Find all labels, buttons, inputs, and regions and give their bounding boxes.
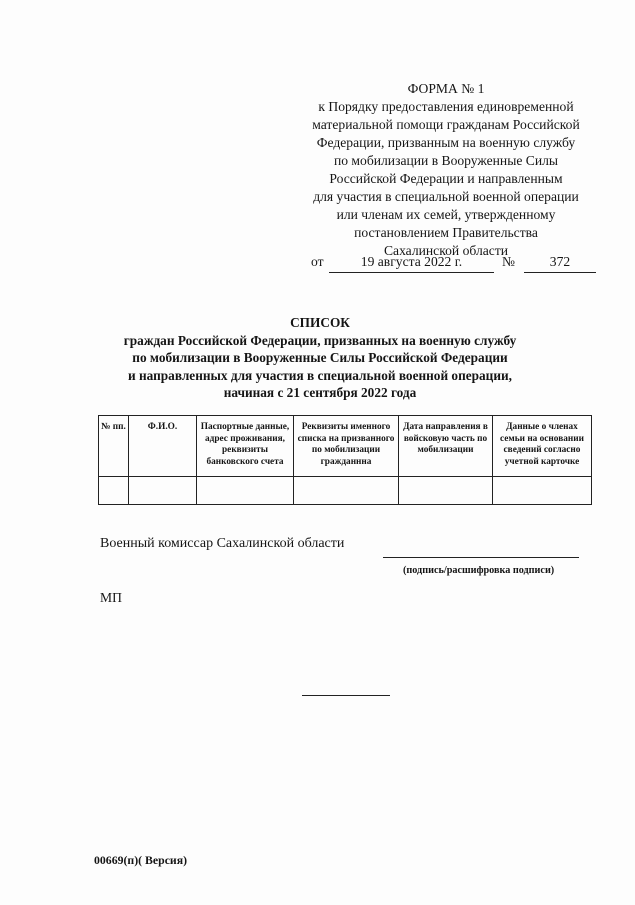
document-title: [60, 314, 580, 402]
title-line: по мобилизации в Вооруженные Силы Российской Федерации: [132, 350, 508, 365]
table-cell: [493, 477, 592, 505]
signature-caption: (подпись/расшифровка подписи): [403, 565, 555, 576]
column-header-dispatch-date: Дата направления в войсковую часть по мобилизации: [399, 416, 493, 477]
title-line: граждан Российской Федерации, призванных на военную службу: [123, 332, 517, 348]
title-line: начиная с 21 сентября 2022 года: [223, 385, 417, 400]
column-header-list-details: Реквизиты именного списка на призванного по мобилизации гражданнна: [294, 416, 399, 477]
divider-line: [302, 695, 390, 696]
header-line: постановлением Правительства: [354, 225, 538, 240]
decree-number: 372: [524, 254, 596, 273]
table-cell: [99, 477, 129, 505]
table-cell: [399, 477, 493, 505]
header-line: материальной помощи гражданам Российской: [312, 117, 580, 132]
decree-date: 19 августа 2022 г.: [329, 254, 494, 273]
table-cell: [197, 477, 294, 505]
header-line: или членам их семей, утвержденному: [336, 207, 556, 222]
title-line: и направленных для участия в специальной военной операции,: [128, 367, 512, 383]
column-header-fio: Ф.И.О.: [129, 416, 197, 477]
column-header-number: № пп.: [99, 416, 129, 477]
header-line: Сахалинской области: [383, 243, 509, 258]
column-header-passport: Паспортные данные, адрес проживания, реквизиты банковского счета: [197, 416, 294, 477]
column-header-family: Данные о членах семьи на основании сведений согласно учетной карточке: [493, 416, 592, 477]
form-header: [290, 80, 602, 260]
number-prefix: №: [502, 254, 515, 269]
decree-date-line: [303, 252, 603, 272]
signature-line: [383, 557, 579, 558]
table-header-row: [99, 416, 592, 477]
header-line: для участия в специальной военной операции: [313, 189, 579, 204]
date-prefix: от: [311, 254, 324, 269]
header-line: Федерации, призванным на военную службу: [316, 135, 576, 150]
stamp-label: МП: [100, 590, 122, 605]
header-line: по мобилизации в Вооруженные Силы: [333, 153, 559, 168]
form-title: ФОРМА № 1: [407, 81, 485, 96]
table-row: [99, 477, 592, 505]
table-cell: [129, 477, 197, 505]
table-cell: [294, 477, 399, 505]
citizens-table: [98, 415, 592, 505]
header-line: к Порядку предоставления единовременной: [318, 99, 574, 114]
header-line: Российской Федерации и направленным: [329, 171, 563, 186]
signature-label: Военный комиссар Сахалинской области: [100, 536, 345, 551]
document-footer: 00669(п)( Версия): [94, 853, 188, 867]
title-heading: СПИСОК: [290, 315, 350, 330]
